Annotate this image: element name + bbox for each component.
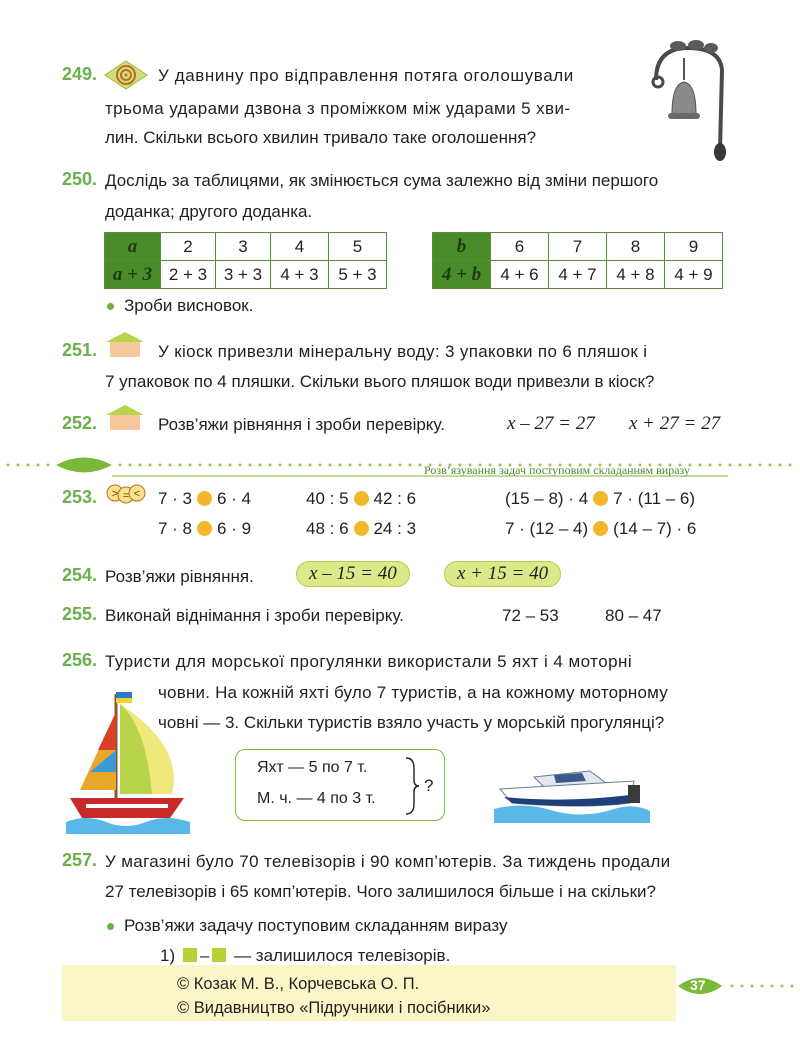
svg-text:>: > bbox=[111, 488, 119, 500]
task-251-line-1: У кіоск привезли мінеральну воду: 3 упаковки по 6 пляшок і bbox=[158, 342, 648, 361]
table1-header-a-plus-3: a + 3 bbox=[105, 261, 161, 289]
task-254-text: Розв’яжи рівняння. bbox=[105, 567, 254, 586]
table2-cell: 6 bbox=[491, 233, 549, 261]
task-250-line-2: доданка; другого доданка. bbox=[105, 202, 313, 221]
copyright-line-1: © Козак М. В., Корчевська О. П. bbox=[177, 975, 420, 993]
task-254-eq-2: x + 15 = 40 bbox=[444, 561, 561, 587]
compare-item: 7 · 3 6 · 4 bbox=[158, 489, 252, 508]
task-252-eq-2: x + 27 = 27 bbox=[629, 413, 721, 434]
task-257-line-2: 27 телевізорів і 65 комп’ютерів. Чого залишилося більше і на скільки? bbox=[105, 882, 656, 901]
bullet-icon bbox=[107, 923, 114, 930]
compare-item: (15 – 8) · 4 7 · (11 – 6) bbox=[505, 489, 696, 508]
short-note-1: Яхт — 5 по 7 т. bbox=[257, 759, 368, 776]
table2-cell: 4 + 6 bbox=[491, 261, 549, 289]
bell-illustration bbox=[648, 40, 730, 167]
table1-cell: 2 bbox=[161, 233, 216, 261]
table2-header-b: b bbox=[433, 233, 491, 261]
task-250-line-1: Дослідь за таблицями, як змінюється сума залежно від зміни першого bbox=[105, 171, 659, 190]
task-249-line-1: У давнину про відправлення потяга оголошували bbox=[158, 66, 574, 85]
diamond-target-icon bbox=[104, 60, 148, 95]
task-255-text: Виконай віднімання і зроби перевірку. bbox=[105, 606, 404, 625]
question-mark: ? bbox=[424, 776, 434, 795]
table1-cell: 4 bbox=[271, 233, 329, 261]
table1-cell: 2 + 3 bbox=[161, 261, 216, 289]
svg-text:=: = bbox=[122, 490, 130, 502]
task-249-line-2: трьома ударами дзвона з проміжком між ударами 5 хви- bbox=[105, 99, 571, 118]
table1-cell: 5 bbox=[329, 233, 387, 261]
table1-cell: 3 + 3 bbox=[216, 261, 271, 289]
circle-blank-icon bbox=[593, 521, 608, 536]
table1-header-a: a bbox=[105, 233, 161, 261]
task-255-ex-2: 80 – 47 bbox=[605, 606, 662, 625]
sailboat-illustration bbox=[66, 686, 190, 841]
table2-cell: 7 bbox=[549, 233, 607, 261]
section-title: Розв’язування задач поступовим складанням виразу bbox=[424, 463, 691, 477]
task-257-step-1: 1) – — залишилося телевізорів. bbox=[160, 946, 451, 965]
table-a-plus-3 bbox=[104, 232, 387, 289]
copyright-line-2: © Видавництво «Підручники і посібники» bbox=[177, 999, 491, 1017]
task-number-253: 253. bbox=[62, 487, 98, 507]
compare-item: 48 : 6 24 : 3 bbox=[306, 519, 417, 538]
table2-cell: 4 + 8 bbox=[607, 261, 665, 289]
task-number-255: 255. bbox=[62, 604, 98, 624]
motorboat-illustration bbox=[494, 763, 650, 832]
circle-blank-icon bbox=[197, 491, 212, 506]
blank-square-icon bbox=[212, 948, 226, 962]
task-255-ex-1: 72 – 53 bbox=[502, 606, 559, 625]
task-252-eq-1: x – 27 = 27 bbox=[507, 413, 595, 434]
task-number-252: 252. bbox=[62, 413, 98, 433]
house-icon bbox=[104, 330, 146, 363]
compare-item: 7 · 8 6 · 9 bbox=[158, 519, 252, 538]
circle-blank-icon bbox=[354, 491, 369, 506]
task-252-text: Розв’яжи рівняння і зроби перевірку. bbox=[158, 415, 445, 434]
svg-text:<: < bbox=[133, 488, 141, 500]
short-note-2: М. ч. — 4 по 3 т. bbox=[257, 790, 376, 807]
table2-cell: 8 bbox=[607, 233, 665, 261]
table1-cell: 5 + 3 bbox=[329, 261, 387, 289]
table-4-plus-b bbox=[432, 232, 723, 289]
circle-blank-icon bbox=[354, 521, 369, 536]
table2-cell: 9 bbox=[665, 233, 723, 261]
table2-header-4-plus-b: 4 + b bbox=[433, 261, 491, 289]
compare-item: 7 · (12 – 4) (14 – 7) · 6 bbox=[505, 519, 697, 538]
task-257-bullet bbox=[107, 916, 507, 936]
compare-signs-icon bbox=[106, 482, 146, 509]
compare-item: 40 : 5 42 : 6 bbox=[306, 489, 417, 508]
task-250-bullet bbox=[107, 296, 253, 316]
task-251-line-2: 7 упаковок по 4 пляшки. Скільки вього пляшок води привезли в кіоск? bbox=[105, 372, 655, 391]
task-256-line-3: човні — 3. Скільки туристів взяло участь у морській прогулянці? bbox=[158, 713, 665, 732]
bullet-text: Зроби висновок. bbox=[124, 296, 254, 315]
task-number-257: 257. bbox=[62, 850, 98, 870]
task-number-250: 250. bbox=[62, 169, 98, 189]
table1-cell: 3 bbox=[216, 233, 271, 261]
task-number-251: 251. bbox=[62, 340, 98, 360]
bullet-text: Розв’яжи задачу поступовим складанням виразу bbox=[124, 916, 508, 935]
task-256-line-1: Туристи для морської прогулянки використали 5 яхт і 4 моторні bbox=[105, 652, 633, 671]
table2-cell: 4 + 9 bbox=[665, 261, 723, 289]
task-249-line-3: лин. Скільки всього хвилин тривало таке оголошення? bbox=[105, 128, 537, 147]
task-number-256: 256. bbox=[62, 650, 98, 670]
task-number-254: 254. bbox=[62, 565, 98, 585]
curly-brace-icon bbox=[404, 756, 420, 821]
page-number: 37 bbox=[690, 977, 706, 993]
task-254-eq-1: x – 15 = 40 bbox=[296, 561, 410, 587]
circle-blank-icon bbox=[593, 491, 608, 506]
task-257-line-1: У магазині було 70 телевізорів і 90 комп’ютерів. За тиждень продали bbox=[105, 852, 671, 871]
table1-cell: 4 + 3 bbox=[271, 261, 329, 289]
circle-blank-icon bbox=[197, 521, 212, 536]
bullet-icon bbox=[107, 303, 114, 310]
blank-square-icon bbox=[183, 948, 197, 962]
house-icon bbox=[104, 403, 146, 436]
task-256-line-2: човни. На кожній яхті було 7 туристів, а на кожному моторному bbox=[158, 683, 668, 702]
table2-cell: 4 + 7 bbox=[549, 261, 607, 289]
task-number-249: 249. bbox=[62, 64, 98, 84]
